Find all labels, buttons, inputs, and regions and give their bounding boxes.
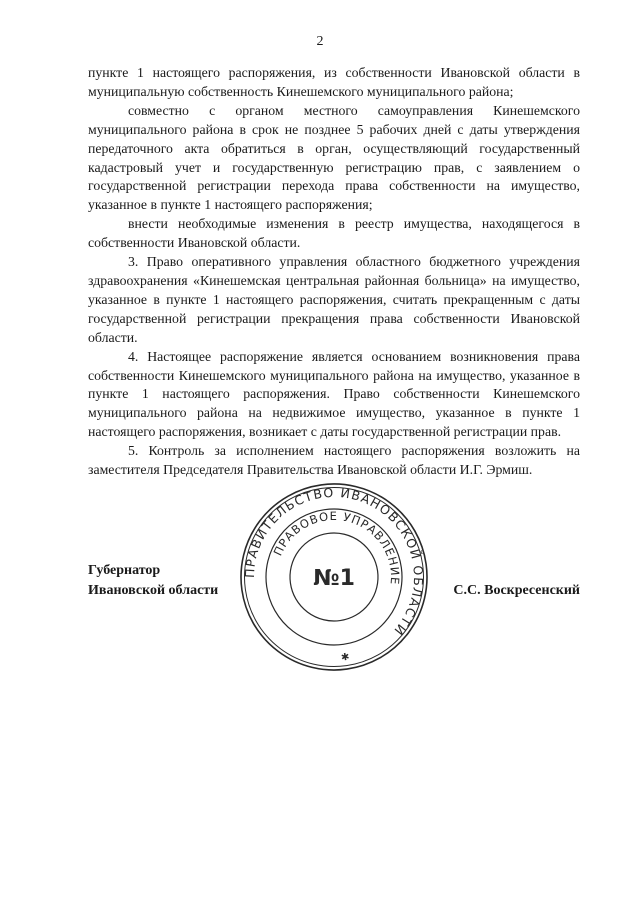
signatory-title-line2: Ивановской области xyxy=(88,583,219,598)
page-number: 2 xyxy=(316,34,324,49)
paragraph-continuation: пункте 1 настоящего распоряжения, из собственности Ивановской области в муниципальную собственность Кинешемского муниципального района; xyxy=(88,65,580,99)
official-seal-stamp xyxy=(238,481,430,673)
signatory-name: С.С. Воскресенский xyxy=(453,583,580,598)
paragraph-item-5: 5. Контроль за исполнением настоящего распоряжения возложить на заместителя Председателя Правительства Ивановской области И.Г. Эрмиш. xyxy=(88,443,580,478)
signatory-title xyxy=(88,561,218,601)
paragraph-registry: внести необходимые изменения в реестр имущества, находящегося в собственности Ивановской области. xyxy=(88,216,580,251)
paragraph-registration: совместно с органом местного самоуправления Кинешемского муниципального района в срок не позднее 5 рабочих дней с даты утверждения передаточного акта обратиться в орган, осуществляющий государственный кадастровый учет и государственную регистрацию прав, с заявлением о государственной регистрации перехода права собственности на имущество, указанное в пункте 1 настоящего распоряжения; xyxy=(88,102,580,213)
paragraph-item-4: 4. Настоящее распоряжение является основанием возникновения права собственности Кинешемского муниципального района на имущество, указанное в пункте 1 настоящего распоряжения. Право собственности Кинешемского муниципального района на недвижимое имущество, указанное в пункте 1 настоящего распоряжения, возникает с даты государственной регистрации прав. xyxy=(88,348,580,440)
seal-outer-text: ПРАВИТЕЛЬСТВО ИВАНОВСКОЙ ОБЛАСТИ xyxy=(241,484,427,639)
signatory-title-line1: Губернатор xyxy=(88,563,161,578)
paragraph-item-3: 3. Право оперативного управления областного бюджетного учреждения здравоохранения «Кинешемская центральная районная больница» на имущество, указанное в пункте 1 настоящего распоряжения, считать прекращенным с даты государственной регистрации прекращения права собственности Ивановской области. xyxy=(88,254,580,345)
seal-graphic xyxy=(238,481,430,673)
seal-inner-text: ПРАВОВОЕ УПРАВЛЕНИЕ xyxy=(270,508,403,586)
star-icon: ✱ xyxy=(340,651,351,664)
document-body xyxy=(88,64,580,480)
seal-number: №1 xyxy=(313,566,355,591)
